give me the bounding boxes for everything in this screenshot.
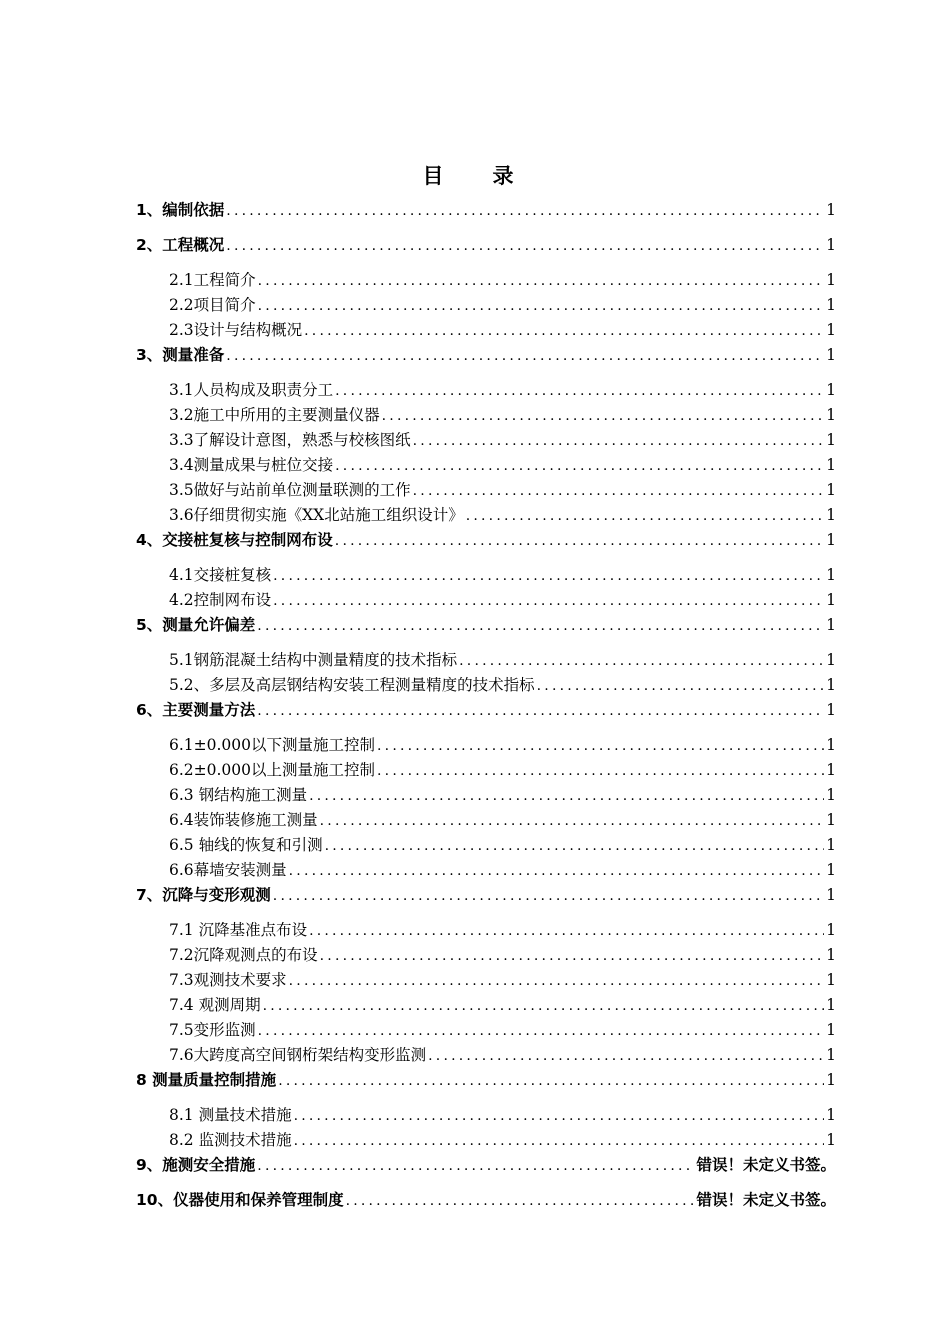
- toc-entry-section[interactable]: [136, 783, 836, 808]
- toc-entry-chapter[interactable]: [136, 528, 836, 553]
- toc-entry-section[interactable]: [136, 1128, 836, 1153]
- toc-entry-text: 6.2±0.000以上测量施工控制: [169, 761, 376, 779]
- toc-dot-leader: [273, 564, 824, 589]
- toc-entry-text: 3.6仔细贯彻实施《XX北站施工组织设计》: [169, 506, 464, 524]
- toc-entry-chapter[interactable]: [136, 1068, 836, 1093]
- toc-entry-page: 1: [826, 566, 836, 584]
- toc-entry-page: 1: [826, 346, 836, 364]
- toc-entry-page: 1: [826, 996, 836, 1014]
- toc-entry-section[interactable]: [136, 648, 836, 673]
- toc-entry-text: 8 测量质量控制措施: [136, 1071, 277, 1089]
- toc-entry-text: 1、编制依据: [136, 201, 225, 219]
- toc-dot-leader: [335, 529, 824, 554]
- toc-entry-page: 1: [826, 946, 836, 964]
- toc-entry-section[interactable]: [136, 293, 836, 318]
- toc-entry-section[interactable]: [136, 503, 836, 528]
- toc-dot-leader: [537, 674, 824, 699]
- toc-entry-chapter[interactable]: [136, 198, 836, 223]
- toc-dot-leader: [413, 429, 824, 454]
- toc-entry-text: 4.2控制网布设: [169, 591, 272, 609]
- toc-entry-text: 6.4装饰装修施工测量: [169, 811, 318, 829]
- toc-dot-leader: [320, 944, 824, 969]
- toc-entry-page: 错误！未定义书签。: [696, 1191, 836, 1209]
- toc-entry-text: 6.5 轴线的恢复和引测: [169, 836, 323, 854]
- toc-dot-leader: [226, 234, 824, 259]
- toc-entry-section[interactable]: [136, 478, 836, 503]
- toc-entry-chapter[interactable]: [136, 883, 836, 908]
- toc-entry-section[interactable]: [136, 403, 836, 428]
- toc-entry-page: 1: [826, 1046, 836, 1064]
- toc-entry-text: 4.1交接桩复核: [169, 566, 272, 584]
- toc-entry-text: 3.5做好与站前单位测量联测的工作: [169, 481, 411, 499]
- toc-dot-leader: [377, 734, 824, 759]
- toc-entry-section[interactable]: [136, 1103, 836, 1128]
- toc-entry-page: 1: [826, 971, 836, 989]
- toc-entry-text: 3、测量准备: [136, 346, 225, 364]
- toc-entry-section[interactable]: [136, 758, 836, 783]
- toc-entry-text: 2.1工程简介: [169, 271, 256, 289]
- toc-entry-page: 1: [826, 201, 836, 219]
- toc-entry-section[interactable]: [136, 378, 836, 403]
- toc-title: 目 录: [422, 164, 528, 188]
- toc-entry-chapter[interactable]: [136, 698, 836, 723]
- toc-dot-leader: [289, 969, 824, 994]
- toc-dot-leader: [273, 884, 824, 909]
- toc-dot-leader: [466, 504, 824, 529]
- toc-entry-section[interactable]: [136, 733, 836, 758]
- toc-entry-page: 1: [826, 701, 836, 719]
- toc-entry-page: 1: [826, 1021, 836, 1039]
- toc-entry-text: 2.3设计与结构概况: [169, 321, 303, 339]
- toc-entry-chapter[interactable]: [136, 613, 836, 638]
- toc-entry-page: 1: [826, 921, 836, 939]
- toc-dot-leader: [325, 834, 825, 859]
- toc-entry-text: 3.2施工中所用的主要测量仪器: [169, 406, 380, 424]
- toc-dot-leader: [258, 1019, 824, 1044]
- toc-entry-page: 1: [826, 381, 836, 399]
- toc-entry-page: 1: [826, 321, 836, 339]
- toc-dot-leader: [258, 269, 824, 294]
- toc-entry-page: 错误！未定义书签。: [696, 1156, 836, 1174]
- toc-entry-text: 7、沉降与变形观测: [136, 886, 271, 904]
- toc-entry-section[interactable]: [136, 968, 836, 993]
- toc-entry-page: 1: [826, 481, 836, 499]
- toc-entry-section[interactable]: [136, 808, 836, 833]
- toc-entry-chapter[interactable]: [136, 1188, 836, 1213]
- toc-dot-leader: [273, 589, 824, 614]
- toc-entry-text: 3.1人员构成及职责分工: [169, 381, 334, 399]
- toc-entry-text: 3.4测量成果与桩位交接: [169, 456, 334, 474]
- toc-dot-leader: [320, 809, 824, 834]
- toc-dot-leader: [258, 294, 824, 319]
- toc-entry-chapter[interactable]: [136, 233, 836, 258]
- toc-dot-leader: [335, 379, 824, 404]
- toc-entry-page: 1: [826, 886, 836, 904]
- toc-entry-page: 1: [826, 616, 836, 634]
- toc-dot-leader: [413, 479, 824, 504]
- toc-entry-page: 1: [826, 296, 836, 314]
- toc-dot-leader: [459, 649, 824, 674]
- toc-entry-page: 1: [826, 861, 836, 879]
- toc-entry-page: 1: [826, 406, 836, 424]
- toc-entry-text: 4、交接桩复核与控制网布设: [136, 531, 333, 549]
- toc-entry-text: 8.2 监测技术措施: [169, 1131, 292, 1149]
- toc-entry-page: 1: [826, 736, 836, 754]
- toc-dot-leader: [428, 1044, 824, 1069]
- toc-entry-page: 1: [826, 786, 836, 804]
- toc-entry-text: 6.3 钢结构施工测量: [169, 786, 308, 804]
- toc-dot-leader: [257, 614, 824, 639]
- toc-entry-text: 3.3了解设计意图，熟悉与校核图纸: [169, 431, 411, 449]
- toc-entry-page: 1: [826, 1071, 836, 1089]
- toc-entry-text: 2、工程概况: [136, 236, 225, 254]
- toc-entry-page: 1: [826, 431, 836, 449]
- toc-dot-leader: [382, 404, 824, 429]
- toc-entry-page: 1: [826, 676, 836, 694]
- toc-dot-leader: [309, 919, 824, 944]
- toc-entry-section[interactable]: [136, 453, 836, 478]
- toc-entry-page: 1: [826, 1131, 836, 1149]
- toc-entry-section[interactable]: [136, 268, 836, 293]
- toc-list: [136, 198, 836, 1213]
- toc-entry-section[interactable]: [136, 943, 836, 968]
- toc-entry-section[interactable]: [136, 563, 836, 588]
- toc-entry-section[interactable]: [136, 1043, 836, 1068]
- toc-entry-section[interactable]: [136, 318, 836, 343]
- toc-entry-section[interactable]: [136, 833, 836, 858]
- toc-entry-section[interactable]: [136, 918, 836, 943]
- toc-dot-leader: [263, 994, 825, 1019]
- toc-entry-page: 1: [826, 531, 836, 549]
- toc-entry-page: 1: [826, 1106, 836, 1124]
- toc-entry-text: 9、施测安全措施: [136, 1156, 256, 1174]
- toc-dot-leader: [304, 319, 824, 344]
- toc-entry-page: 1: [826, 591, 836, 609]
- toc-entry-section[interactable]: [136, 673, 836, 698]
- toc-dot-leader: [346, 1189, 695, 1214]
- toc-entry-text: 10、仪器使用和保养管理制度: [136, 1191, 344, 1209]
- toc-entry-page: 1: [826, 236, 836, 254]
- toc-dot-leader: [226, 199, 824, 224]
- toc-dot-leader: [278, 1069, 824, 1094]
- toc-dot-leader: [257, 1154, 694, 1179]
- toc-entry-text: 2.2项目简介: [169, 296, 256, 314]
- toc-dot-leader: [335, 454, 824, 479]
- toc-dot-leader: [309, 784, 824, 809]
- toc-entry-chapter[interactable]: [136, 1153, 836, 1178]
- toc-dot-leader: [257, 699, 824, 724]
- toc-entry-text: 7.3观测技术要求: [169, 971, 287, 989]
- toc-entry-text: 8.1 测量技术措施: [169, 1106, 292, 1124]
- toc-entry-text: 7.6大跨度高空间钢桁架结构变形监测: [169, 1046, 427, 1064]
- toc-entry-page: 1: [826, 651, 836, 669]
- toc-entry-chapter[interactable]: [136, 343, 836, 368]
- toc-dot-leader: [226, 344, 824, 369]
- toc-entry-page: 1: [826, 506, 836, 524]
- toc-entry-text: 7.2沉降观测点的布设: [169, 946, 318, 964]
- toc-entry-text: 7.1 沉降基准点布设: [169, 921, 308, 939]
- toc-dot-leader: [377, 759, 824, 784]
- toc-entry-text: 5、测量允许偏差: [136, 616, 256, 634]
- toc-entry-text: 6.1±0.000以下测量施工控制: [169, 736, 376, 754]
- toc-entry-text: 6.6幕墙安装测量: [169, 861, 287, 879]
- toc-entry-section[interactable]: [136, 858, 836, 883]
- toc-entry-page: 1: [826, 271, 836, 289]
- toc-entry-page: 1: [826, 811, 836, 829]
- toc-dot-leader: [294, 1104, 825, 1129]
- toc-dot-leader: [294, 1129, 825, 1154]
- toc-entry-text: 5.2、多层及高层钢结构安装工程测量精度的技术指标: [169, 676, 535, 694]
- toc-entry-text: 6、主要测量方法: [136, 701, 256, 719]
- toc-entry-section[interactable]: [136, 428, 836, 453]
- toc-entry-section[interactable]: [136, 993, 836, 1018]
- toc-entry-section[interactable]: [136, 1018, 836, 1043]
- toc-dot-leader: [289, 859, 824, 884]
- toc-entry-text: 7.5变形监测: [169, 1021, 256, 1039]
- toc-entry-text: 7.4 观测周期: [169, 996, 261, 1014]
- toc-entry-text: 5.1钢筋混凝土结构中测量精度的技术指标: [169, 651, 458, 669]
- toc-entry-page: 1: [826, 836, 836, 854]
- toc-entry-page: 1: [826, 761, 836, 779]
- toc-entry-section[interactable]: [136, 588, 836, 613]
- toc-entry-page: 1: [826, 456, 836, 474]
